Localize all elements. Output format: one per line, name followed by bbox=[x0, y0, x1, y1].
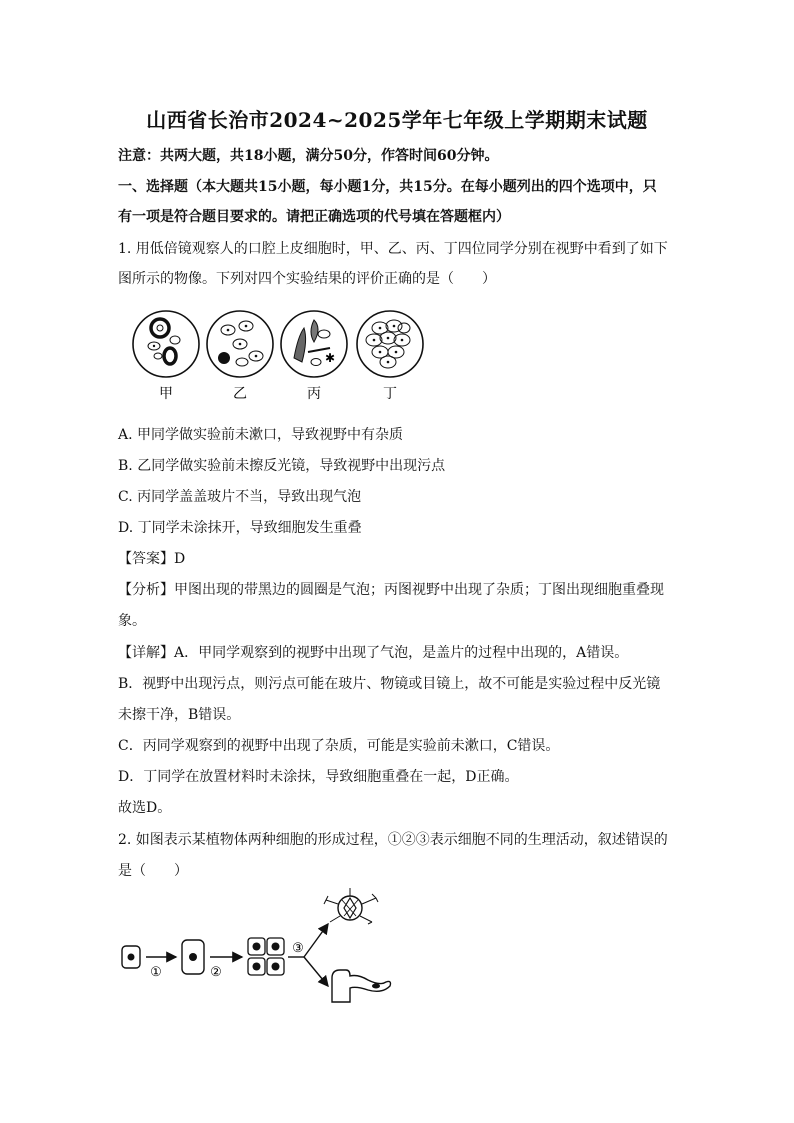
step1-label: ① bbox=[150, 965, 162, 980]
section-heading-line1: 一、选择题（本大题共15小题，每小题1分，共15分。在每小题列出的四个选项中，只 bbox=[118, 179, 657, 195]
q1-detail-line: B．视野中出现污点，则污点可能在玻片、物镜或目镜上，故不可能是实验过程中反光镜 bbox=[118, 676, 661, 692]
differentiated-cell-bottom bbox=[332, 970, 391, 1002]
view-ding bbox=[357, 311, 423, 402]
label-ding: 丁 bbox=[383, 386, 397, 402]
q1-detail-line: 未擦干净，B错误。 bbox=[118, 707, 241, 723]
q2-cell-process-figure bbox=[118, 882, 408, 1012]
q1-microscope-figure bbox=[118, 306, 438, 406]
q1-detail-line: 【详解】A．甲同学观察到的视野中出现了气泡，是盖片的过程中出现的，A错误。 bbox=[118, 645, 629, 661]
differentiated-cell-top bbox=[324, 888, 378, 924]
q1-answer: 【答案】D bbox=[118, 551, 186, 567]
initial-cell bbox=[122, 946, 140, 968]
q2-stem-line1: 2. 如图表示某植物体两种细胞的形成过程，①②③表示细胞不同的生理活动，叙述错误的 bbox=[118, 832, 668, 848]
notice: 注意：共两大题，共18小题，满分50分，作答时间60分钟。 bbox=[118, 148, 499, 164]
view-yi bbox=[207, 311, 273, 402]
q1-detail-line: 故选D。 bbox=[118, 800, 172, 816]
arrow-step3-down bbox=[304, 957, 328, 986]
q1-analysis-line1: 【分析】甲图出现的带黑边的圆圈是气泡；丙图视野中出现了杂质；丁图出现细胞重叠现 bbox=[118, 582, 664, 598]
view-jia bbox=[133, 311, 199, 402]
q1-analysis-line2: 象。 bbox=[118, 613, 146, 629]
q1-stem-line2: 图所示的物像。下列对四个实验结果的评价正确的是（ ） bbox=[118, 271, 496, 287]
q1-option-a: A. 甲同学做实验前未漱口，导致视野中有杂质 bbox=[118, 427, 404, 443]
divided-cells bbox=[248, 938, 284, 975]
label-jia: 甲 bbox=[159, 386, 173, 402]
q1-option-d: D. 丁同学未涂抹开，导致细胞发生重叠 bbox=[118, 520, 362, 536]
view-bing bbox=[281, 311, 347, 402]
step3-label: ③ bbox=[292, 941, 304, 956]
section-heading-line2: 有一项是符合题目要求的。请把正确选项的代号填在答题框内） bbox=[118, 209, 510, 225]
q1-option-b: B. 乙同学做实验前未擦反光镜，导致视野中出现污点 bbox=[118, 458, 446, 474]
q1-detail-line: D．丁同学在放置材料时未涂抹，导致细胞重叠在一起，D正确。 bbox=[118, 769, 519, 785]
label-yi: 乙 bbox=[233, 386, 247, 402]
grown-cell bbox=[182, 940, 204, 974]
label-bing: 丙 bbox=[307, 386, 321, 402]
q2-stem-line2: 是（ ） bbox=[118, 863, 188, 879]
q1-stem-line1: 1. 用低倍镜观察人的口腔上皮细胞时，甲、乙、丙、丁四位同学分别在视野中看到了如下 bbox=[118, 241, 668, 257]
arrow-step3-up bbox=[304, 924, 328, 957]
q1-detail-line: C．丙同学观察到的视野中出现了杂质，可能是实验前未漱口，C错误。 bbox=[118, 738, 560, 754]
page-title: 山西省长治市2024~2025学年七年级上学期期末试题 bbox=[146, 108, 648, 132]
step2-label: ② bbox=[210, 965, 222, 980]
q1-option-c: C. 丙同学盖盖玻片不当，导致出现气泡 bbox=[118, 489, 362, 505]
impurity-mark-icon: ✱ bbox=[324, 351, 336, 365]
